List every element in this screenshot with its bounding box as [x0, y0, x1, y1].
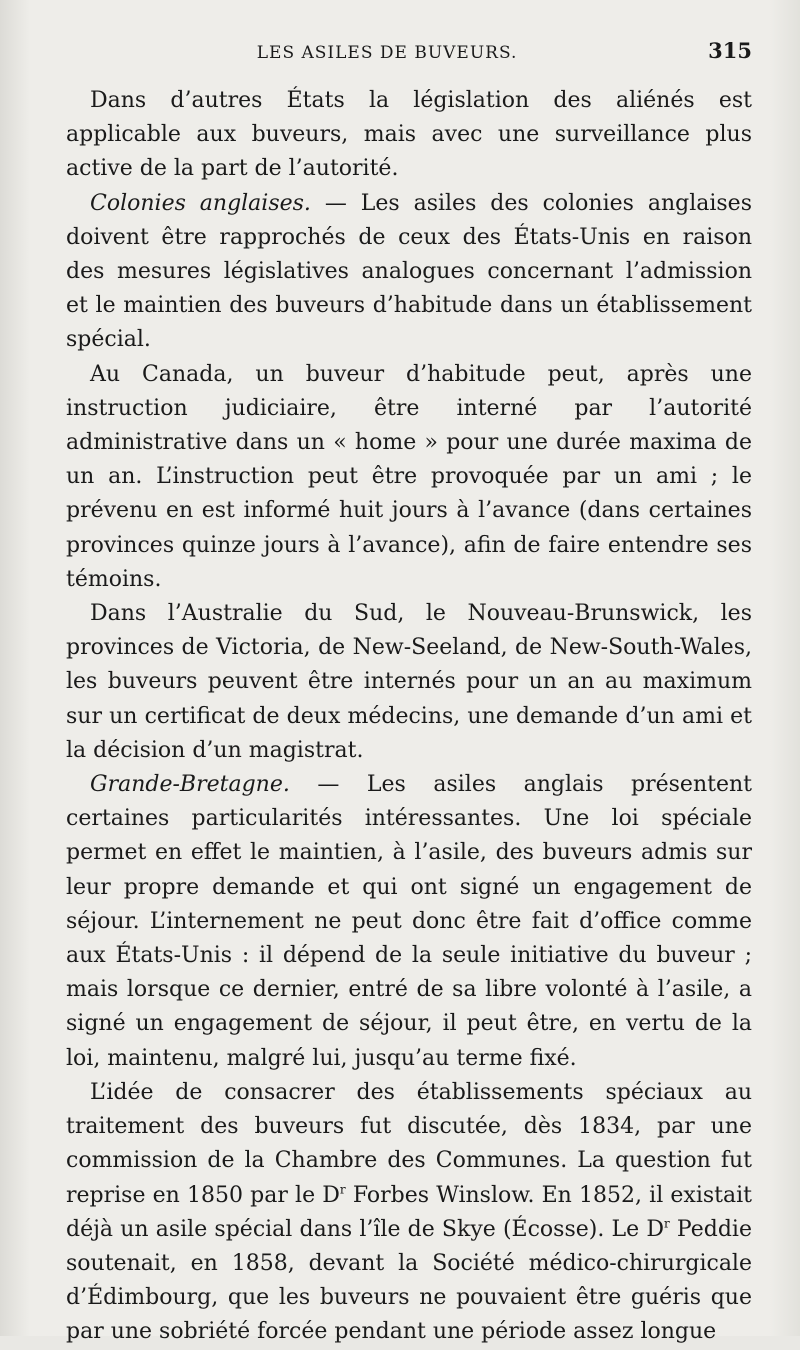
section-heading: Grande-Bretagne. — [90, 772, 290, 798]
paragraph-text: Forbes Winslow. En 1852, il existait déjà un asile spécial dans l’île de Skye (Écosse). Le D — [66, 1182, 752, 1242]
running-head — [66, 38, 752, 78]
paragraph — [66, 187, 752, 358]
paragraph-text: Dans d’autres États la législation des aliénés est applicable aux buveurs, mais avec une surveillance plus active de la part de l’autorité. — [66, 88, 752, 182]
paragraph-text: Au Canada, un buveur d’habitude peut, après une instruction judiciaire, être interné par l’autorité administrative dans un « home » pour une durée maxima de un an. L’instruction peut être provoquée par un ami ; le prévenu en est informé huit jours à l’avance (dans certaines provinces quinze jours à l’avance), afin de faire entendre ses témoins. — [66, 361, 752, 592]
superscript: r — [339, 1182, 346, 1197]
paragraph — [66, 768, 752, 1076]
body-text — [66, 84, 752, 1350]
section-heading: Colonies anglaises. — [90, 190, 311, 216]
paragraph — [66, 597, 752, 768]
paragraph — [66, 1076, 752, 1350]
running-title: LES ASILES DE BUVEURS. — [256, 43, 518, 63]
paragraph — [66, 84, 752, 187]
paragraph-text: Dans l’Australie du Sud, le Nouveau-Brunswick, les provinces de Victoria, de New-Seeland, de New-South-Wales, les buveurs peuvent être internés pour un an au maximum sur un certificat de deux médecins, une demande d’un ami et la décision d’un magistrat. — [66, 601, 752, 763]
paragraph-text: Peddie soutenait, en 1858, devant la Société médico-chirurgicale d’Édimbourg, que les buveurs ne pouvaient être guéris que par une sobriété forcée pendant une période assez longue — [66, 1216, 752, 1345]
paragraph-text: L’idée de consacrer des établissements spéciaux au traitement des buveurs fut discutée, dès 1834, par une commission de la Chambre des Communes. La question fut reprise en 1850 par le D — [66, 1079, 752, 1208]
paragraph-text: — Les asiles anglais présentent certaines particularités intéressantes. Une loi spéciale permet en effet le maintien, à l’asile, des buveurs admis sur leur propre demande et qui ont signé un engagement de séjour. L’internement ne peut donc être fait d’office comme aux États-Unis : il dépend de la seule initiative du buveur ; mais lorsque ce dernier, entré de sa libre volonté à l’asile, a signé un engagement de séjour, il peut être, en vertu de la loi, maintenu, malgré lui, jusqu’au terme fixé. — [66, 772, 752, 1071]
paragraph-text: — Les asiles des colonies anglaises doivent être rapprochés de ceux des États-Unis en raison des mesures législatives analogues concernant l’admission et le maintien des buveurs d’habitude dans un établissement spécial. — [66, 190, 752, 353]
superscript: r — [663, 1216, 670, 1231]
page-number: 315 — [708, 38, 752, 63]
paragraph — [66, 358, 752, 597]
